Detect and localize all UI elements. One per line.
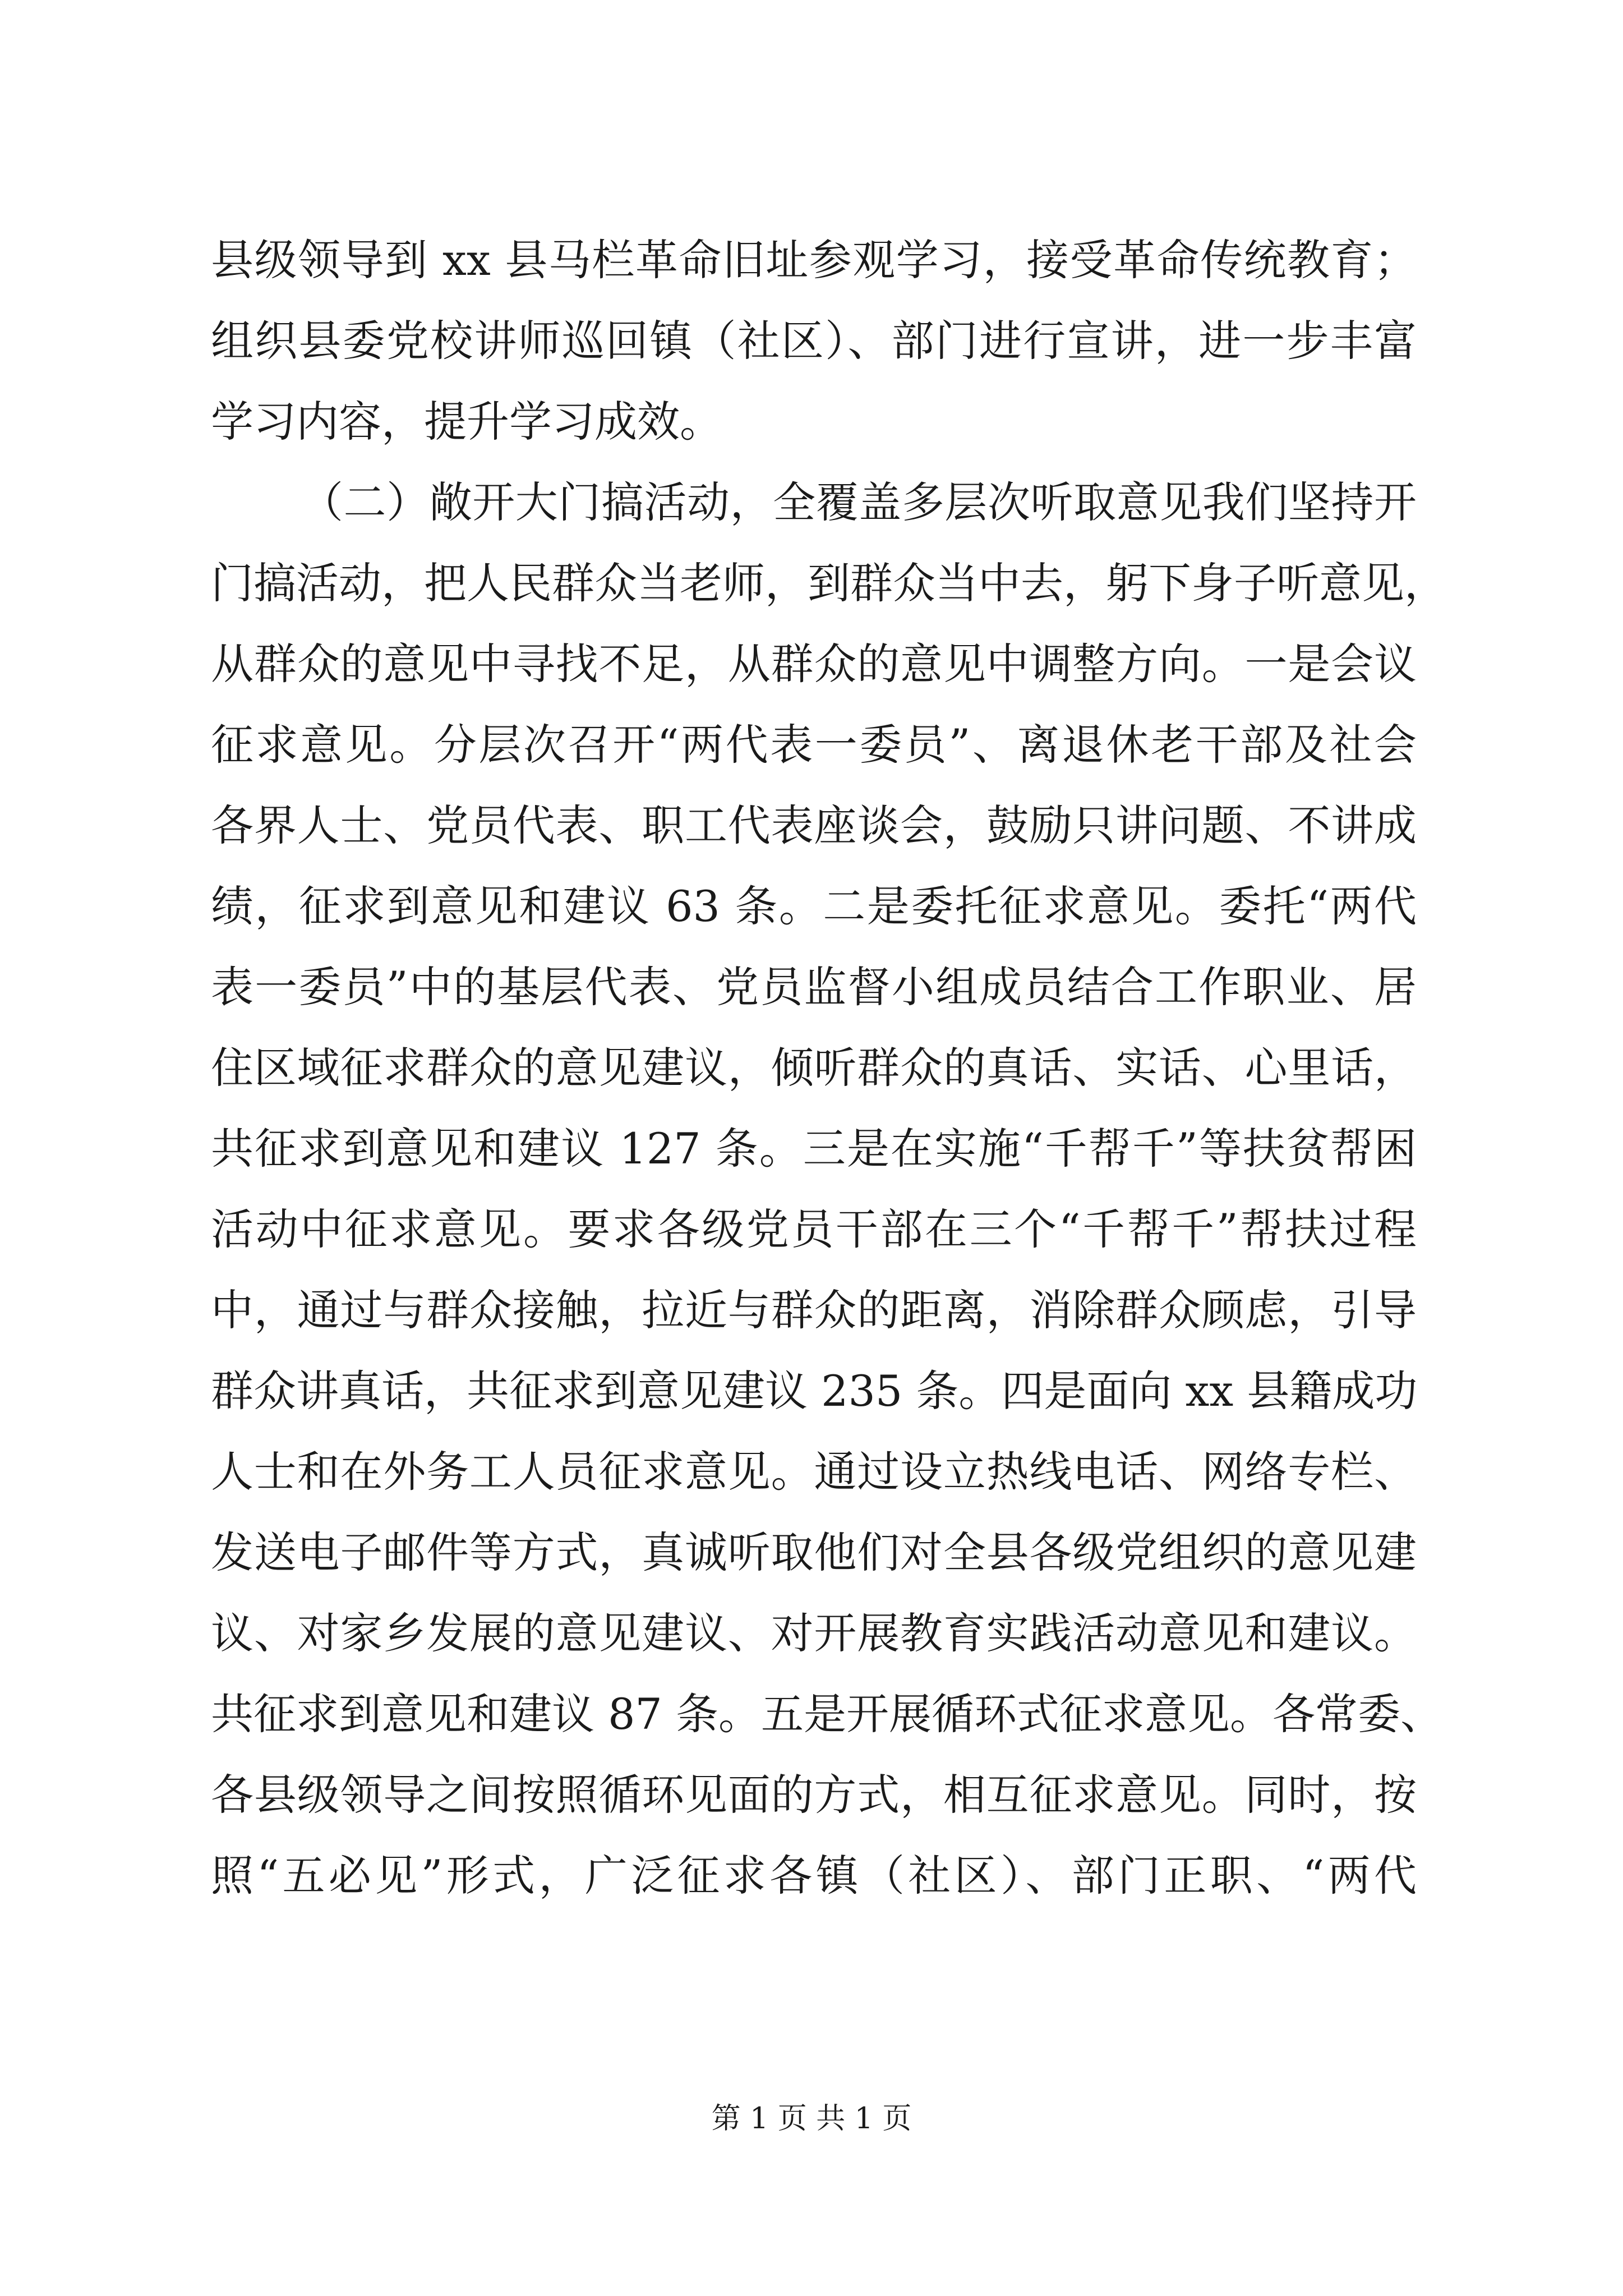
text-line: 门搞活动，把人民群众当老师，到群众当中去，躬下身子听意见， xyxy=(211,558,1447,608)
section-heading-line: （二）敞开大门搞活动，全覆盖多层次听取意见我们坚持开 xyxy=(301,477,1417,527)
text-line: 县级领导到 xx 县马栏革命旧址参观学习，接受革命传统教育； xyxy=(211,235,1417,285)
text-line: 住区域征求群众的意见建议，倾听群众的真话、实话、心里话， xyxy=(211,1043,1417,1093)
text-line: 发送电子邮件等方式，真诚听取他们对全县各级党组织的意见建 xyxy=(211,1527,1417,1577)
text-line: 绩，征求到意见和建议 63 条。二是委托征求意见。委托“两代 xyxy=(211,881,1417,931)
text-line: 共征求到意见和建议 127 条。三是在实施“千帮千”等扶贫帮困 xyxy=(211,1124,1417,1174)
text-line: 组织县委党校讲师巡回镇（社区）、部门进行宣讲，进一步丰富 xyxy=(211,316,1417,366)
text-line: 各界人士、党员代表、职工代表座谈会，鼓励只讲问题、不讲成 xyxy=(211,800,1417,850)
text-line: 中，通过与群众接触，拉近与群众的距离，消除群众顾虑，引导 xyxy=(211,1285,1417,1335)
text-line: 议、对家乡发展的意见建议、对开展教育实践活动意见和建议。 xyxy=(211,1608,1417,1658)
text-line: 共征求到意见和建议 87 条。五是开展循环式征求意见。各常委、 xyxy=(211,1689,1444,1739)
page-number: 第 1 页 共 1 页 xyxy=(711,2102,912,2136)
text-line: 活动中征求意见。要求各级党员干部在三个“千帮千”帮扶过程 xyxy=(211,1204,1417,1254)
text-line: 各县级领导之间按照循环见面的方式，相互征求意见。同时，按 xyxy=(211,1770,1417,1820)
text-line: 学习内容，提升学习成效。 xyxy=(211,397,722,447)
page-footer xyxy=(0,2099,1623,2138)
body-text xyxy=(211,220,1447,1916)
text-line: 群众讲真话，共征求到意见建议 235 条。四是面向 xx 县籍成功 xyxy=(211,1366,1418,1416)
text-line: 表一委员”中的基层代表、党员监督小组成员结合工作职业、居 xyxy=(211,962,1417,1012)
text-line: 从群众的意见中寻找不足，从群众的意见中调整方向。一是会议 xyxy=(211,639,1417,689)
text-line: 人士和在外务工人员征求意见。通过设立热线电话、网络专栏、 xyxy=(211,1447,1417,1497)
text-line: 征求意见。分层次召开“两代表一委员”、离退休老干部及社会 xyxy=(211,720,1417,770)
text-line: 照“五必见”形式，广泛征求各镇（社区）、部门正职、“两代 xyxy=(211,1851,1417,1901)
